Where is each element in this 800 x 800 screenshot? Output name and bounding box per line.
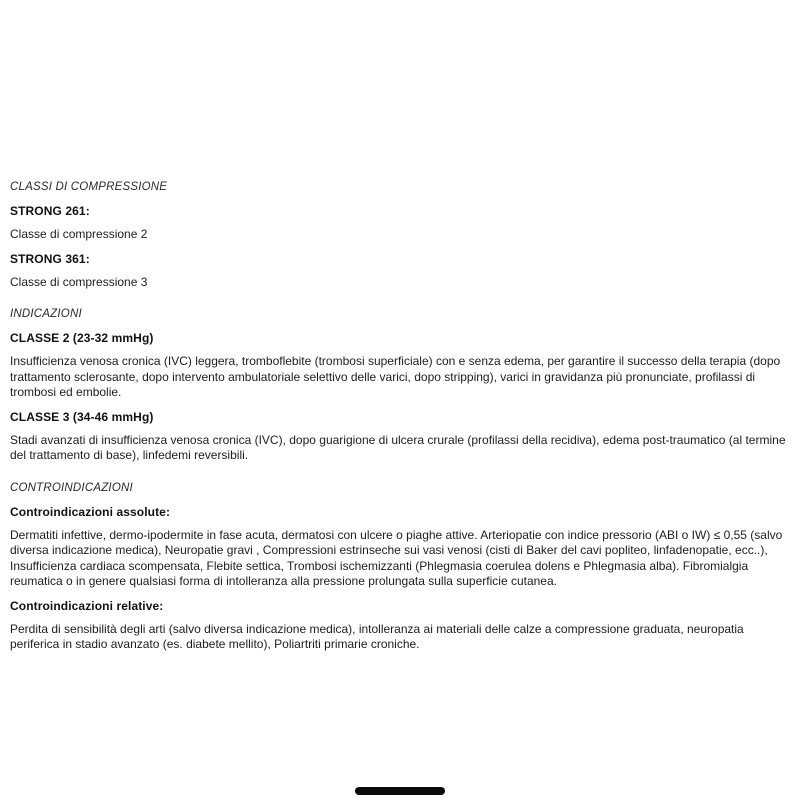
label-classe-3: CLASSE 3 (34-46 mmHg): [10, 409, 154, 424]
text-controindicazioni-assolute: Dermatiti infettive, dermo-ipodermite in fase acuta, dermatosi con ulcere o piaghe attive. Arteriopatie con indice pressorio (ABI o IW) ≤ 0,55 (salvo diversa indicazione medica), Neuropatie gravi , Compressioni estrinseche sui vasi venosi (cisti di Baker del cavi popliteo, linfadenopatie, ecc..), Insufficienza cardiaca scompensata, Flebite settica, Trombosi ischemizzanti (Phlegmasia coerulea dolens e Phlegmasia alba). Fibromialgia reumatica o in genere qualsiasi forma di intolleranza alla pressione prolungata sulla superficie cutanea.: [10, 527, 783, 588]
section-indicazioni: [10, 308, 790, 464]
text-controindicazioni-relative: Perdita di sensibilità degli arti (salvo diversa indicazione medica), intolleranza ai materiali delle calze a compressione graduata, neuropatia periferica in stadio avanzato (es. diabete mellito), Poliartriti primarie croniche.: [10, 621, 744, 651]
home-indicator-bar: [355, 787, 445, 795]
text-classe-3: Stadi avanzati di insufficienza venosa cronica (IVC), dopo guarigione di ulcera crurale (profilassi della recidiva), edema post-traumatico (al termine del trattamento di base), linfedemi reversibili.: [10, 432, 786, 462]
label-controindicazioni-relative: Controindicazioni relative:: [10, 598, 164, 613]
text-strong-261: Classe di compressione 2: [10, 227, 148, 241]
label-strong-261: STRONG 261:: [10, 204, 90, 218]
section-heading-indicazioni: INDICAZIONI: [10, 308, 82, 320]
label-controindicazioni-assolute: Controindicazioni assolute:: [10, 504, 171, 519]
section-classi-di-compressione: [10, 181, 790, 290]
text-strong-361: Classe di compressione 3: [10, 274, 148, 289]
section-controindicazioni: [10, 482, 790, 653]
section-heading-controindicazioni: CONTROINDICAZIONI: [10, 481, 133, 494]
label-classe-2: CLASSE 2 (23-32 mmHg): [10, 331, 154, 345]
section-heading-classi: CLASSI DI COMPRESSIONE: [10, 181, 168, 193]
text-classe-2: Insufficienza venosa cronica (IVC) leggera, tromboflebite (trombosi superficiale) con e senza edema, per garantire il successo della terapia (dopo trattamento sclerosante, dopo intervento ambulatoriale selettivo delle varici, dopo stripping), varici in gravidanza più pronunciate, profilassi di trombosi ed embolie.: [10, 354, 781, 399]
label-strong-361: STRONG 361:: [10, 251, 90, 266]
